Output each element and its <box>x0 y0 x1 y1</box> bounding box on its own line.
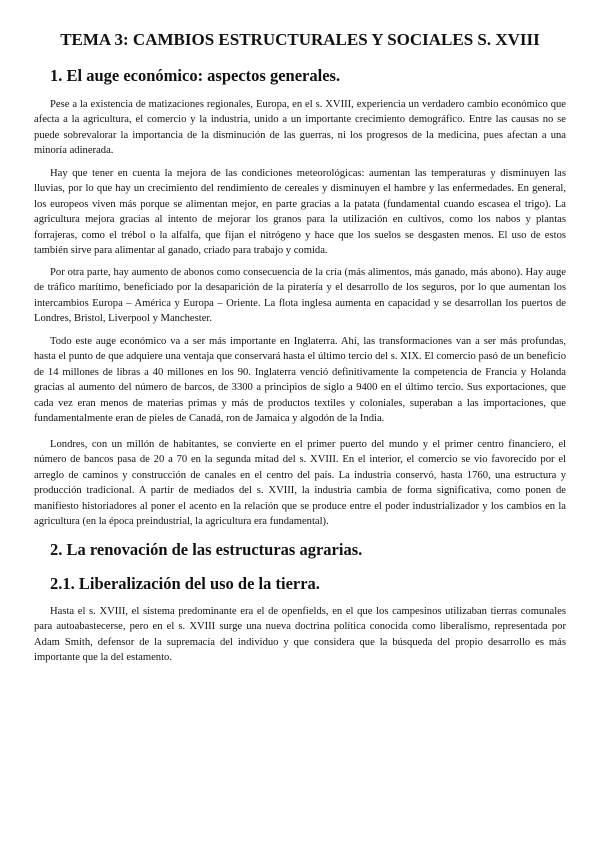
section-heading-2: 2. La renovación de las estructuras agrarias. <box>50 540 363 559</box>
paragraph: Pese a la existencia de matizaciones regionales, Europa, en el s. XVIII, experiencia un verdadero cambio económico que afecta a la agricultura, el comercio y la industria, unido a un importante crecimiento demográfico. Entre las causas no se puede sobrevalorar la importancia de la disminución de las guerras, ni los progresos de la medicina, pues afectan a una minoría adinerada. <box>34 99 566 157</box>
section-heading-2-1: 2.1. Liberalización del uso de la tierra. <box>50 574 320 593</box>
paragraph: Por otra parte, hay aumento de abonos como consecuencia de la cría (más alimentos, más ganado, más abono). Hay auge de tráfico marítimo, beneficiado por la desaparición de la piratería y el desarrollo de los seguros, por lo que aumentan los intercambios Europa – América y Europa – Oriente. La flota inglesa aumenta en capacidad y se desarrollan los puertos de Londres, Bristol, Liverpool y Manchester. <box>34 267 566 325</box>
document-title: TEMA 3: CAMBIOS ESTRUCTURALES Y SOCIALES S. XVIII <box>60 30 540 49</box>
paragraph: Todo este auge económico va a ser más importante en Inglaterra. Ahí, las transformaciones van a ser más profundas, hasta el punto de que adquiere una ventaja que conservará hasta el último tercio del s. XIX. El comercio pasó de un beneficio de 14 millones de libras a 40 millones en los 90. Inglaterra venció definitivamente la competencia de Francia y Holanda gracias al aumento del número de barcos, de 3300 a principios de siglo a 9400 en el último tercio. Sus exportaciones, que cada vez eran menos de materias primas y más de productos textiles y coloniales, superaban a las importaciones, que fundamentalmente eran de pieles de Canadá, ron de Jamaica y algodón de la India. <box>34 336 566 425</box>
paragraph: Londres, con un millón de habitantes, se convierte en el primer puerto del mundo y el primer centro financiero, el número de bancos pasa de 20 a 70 en la segunda mitad del s. XVIII. En el interior, el comercio se vio favorecido por el arreglo de caminos y construcción de canales en el centro del país. La industria conservó, hasta 1760, una estructura y producción tradicional. A partir de mediados del s. XVIII, la industria cambia de forma significativa, como ponen de manifiesto historiadores al poner el acento en la relación que se produce entre el poder industrializador y los cambios en la agricultura (en la época preindustrial, la agricultura era fundamental). <box>34 439 566 528</box>
section-heading-1: 1. El auge económico: aspectos generales. <box>50 66 341 85</box>
paragraph: Hasta el s. XVIII, el sistema predominante era el de openfields, en el que los campesinos utilizaban tierras comunales para autoabastecerse, pero en el s. XVIII surge una nueva doctrina política conocida como liberalismo, representada por Adam Smith, defensor de la supremacía del individuo y que considera que la búsqueda del propio desarrollo es más importante que la del estamento. <box>34 606 566 664</box>
paragraph: Hay que tener en cuenta la mejora de las condiciones meteorológicas: aumentan las temperaturas y disminuyen las lluvias, por lo que hay un crecimiento del rendimiento de cereales y disminuyen el hambre y las enfermedades. En general, los europeos viven más porque se alimentan mejor, en parte gracias a la patata (fundamental cuando escasea el trigo). La agricultura mejora gracias al intento de mejorar los granos para la utilización en cultivos, como los nabos y plantas forrajeras, como el trébol o la alfalfa, que fijan el nitrógeno y hace que los suelos se desgasten menos. El uso de estos también sirve para alimentar al ganado, criado para trabajo y comida. <box>34 168 566 257</box>
